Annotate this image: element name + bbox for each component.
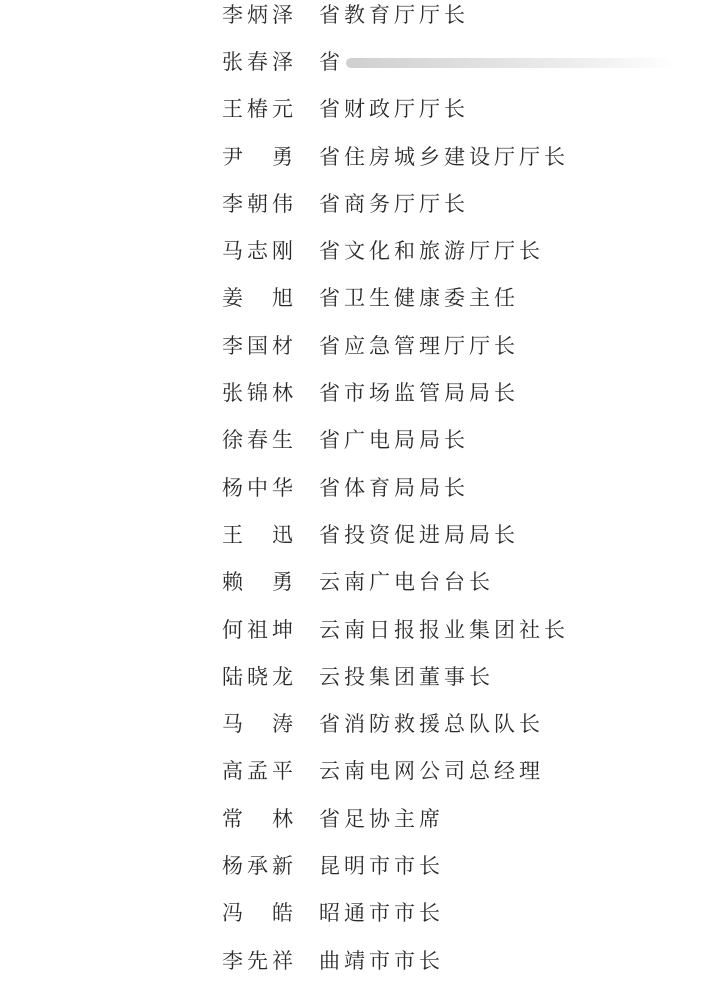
person-name: 李国材 bbox=[222, 333, 297, 358]
person-title: 省体育局局长 bbox=[319, 475, 469, 500]
person-name: 李朝伟 bbox=[222, 191, 297, 216]
person-title: 省住房城乡建设厅厅长 bbox=[319, 144, 569, 169]
person-title: 省 bbox=[319, 49, 344, 74]
list-item bbox=[222, 85, 702, 132]
list-item bbox=[222, 179, 702, 226]
person-title: 省财政厅厅长 bbox=[319, 97, 469, 122]
list-item bbox=[222, 226, 702, 273]
person-title: 曲靖市市长 bbox=[319, 948, 444, 973]
person-name: 王椿元 bbox=[222, 97, 297, 122]
list-item bbox=[222, 368, 702, 415]
list-item bbox=[222, 132, 702, 179]
person-name: 尹 勇 bbox=[222, 144, 297, 169]
person-title: 省卫生健康委主任 bbox=[319, 286, 519, 311]
person-name: 王 迅 bbox=[222, 522, 297, 547]
person-name: 李先祥 bbox=[222, 948, 297, 973]
person-title-wrapper bbox=[319, 46, 702, 76]
list-item bbox=[222, 321, 702, 368]
person-name: 赖 勇 bbox=[222, 570, 297, 595]
person-title: 省广电局局长 bbox=[319, 428, 469, 453]
person-title: 省足协主席 bbox=[319, 806, 444, 831]
person-title: 省文化和旅游厅厅长 bbox=[319, 239, 544, 264]
person-name: 李炳泽 bbox=[222, 2, 297, 27]
list-item bbox=[222, 699, 702, 746]
list-item bbox=[222, 37, 702, 84]
person-name: 何祖坤 bbox=[222, 617, 297, 642]
person-name: 杨承新 bbox=[222, 853, 297, 878]
person-name: 陆晓龙 bbox=[222, 664, 297, 689]
list-item bbox=[222, 558, 702, 605]
personnel-list bbox=[222, 0, 702, 983]
list-item bbox=[222, 605, 702, 652]
person-title: 省投资促进局局长 bbox=[319, 522, 519, 547]
person-name: 徐春生 bbox=[222, 428, 297, 453]
person-name: 张春泽 bbox=[222, 49, 297, 74]
list-item bbox=[222, 794, 702, 841]
person-name: 张锦林 bbox=[222, 381, 297, 406]
person-name: 冯 皓 bbox=[222, 901, 297, 926]
person-name: 杨中华 bbox=[222, 475, 297, 500]
person-name: 马 涛 bbox=[222, 712, 297, 737]
person-title: 省商务厅厅长 bbox=[319, 191, 469, 216]
list-item bbox=[222, 0, 702, 37]
list-item bbox=[222, 841, 702, 888]
person-name: 常 林 bbox=[222, 806, 297, 831]
list-item bbox=[222, 747, 702, 794]
person-title: 昆明市市长 bbox=[319, 853, 444, 878]
person-title: 省教育厅厅长 bbox=[319, 2, 469, 27]
person-title: 云南电网公司总经理 bbox=[319, 759, 544, 784]
list-item bbox=[222, 416, 702, 463]
redaction-blur bbox=[346, 58, 676, 68]
list-item bbox=[222, 889, 702, 936]
list-item bbox=[222, 936, 702, 983]
person-name: 马志刚 bbox=[222, 239, 297, 264]
person-title: 省消防救援总队队长 bbox=[319, 712, 544, 737]
person-title: 云投集团董事长 bbox=[319, 664, 494, 689]
person-title: 云南日报报业集团社长 bbox=[319, 617, 569, 642]
person-title: 云南广电台台长 bbox=[319, 570, 494, 595]
person-title: 省应急管理厅厅长 bbox=[319, 333, 519, 358]
person-name: 姜 旭 bbox=[222, 286, 297, 311]
list-item bbox=[222, 274, 702, 321]
list-item bbox=[222, 510, 702, 557]
list-item bbox=[222, 463, 702, 510]
person-title: 省市场监管局局长 bbox=[319, 381, 519, 406]
person-name: 高孟平 bbox=[222, 759, 297, 784]
person-title: 昭通市市长 bbox=[319, 901, 444, 926]
list-item bbox=[222, 652, 702, 699]
